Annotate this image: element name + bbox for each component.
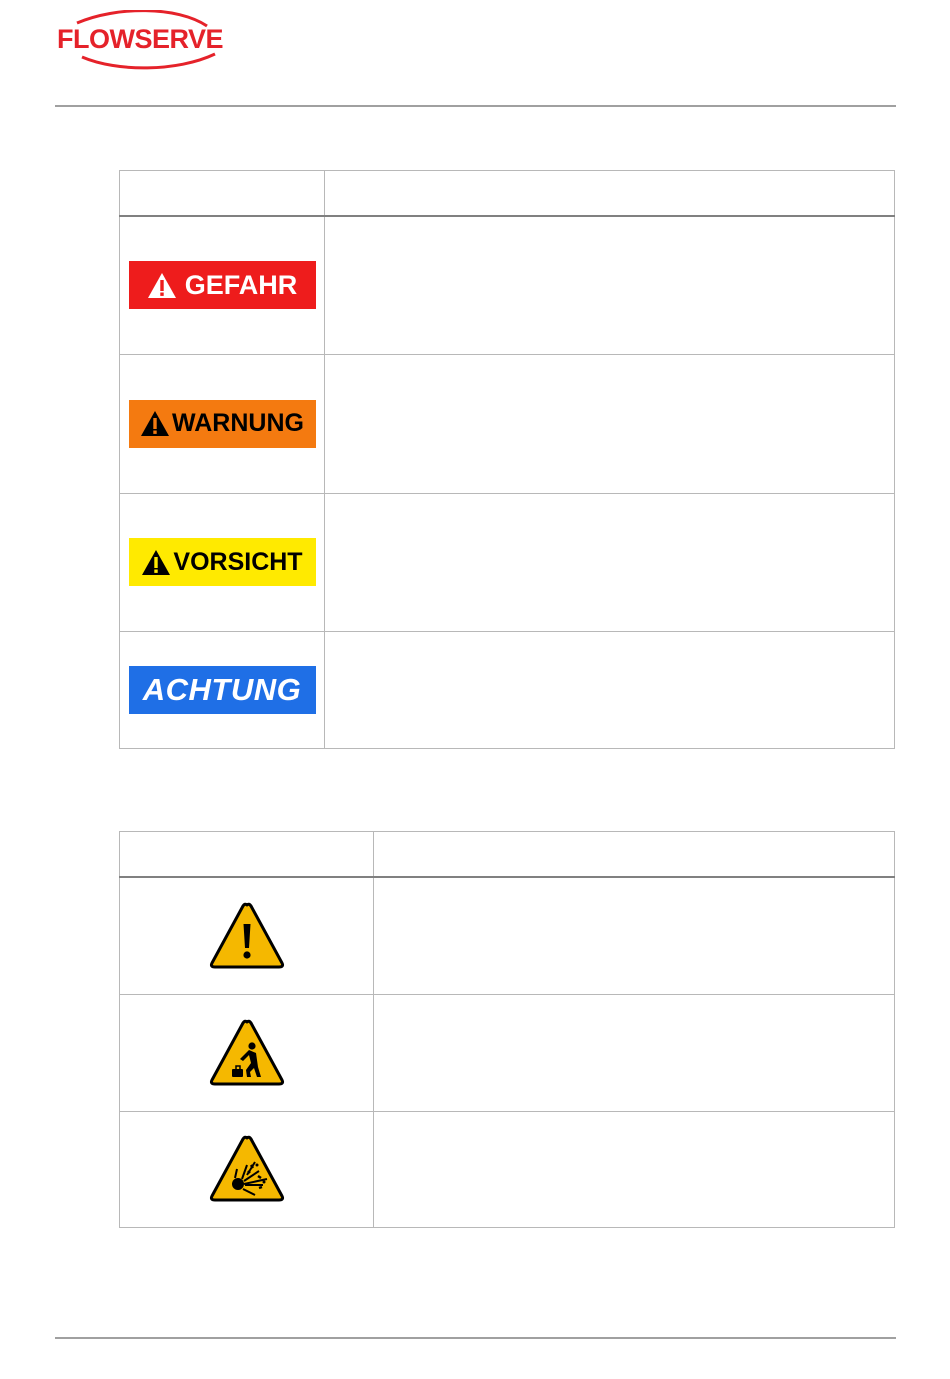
table-cell-description bbox=[374, 877, 895, 994]
caution-signal-label bbox=[129, 538, 316, 586]
warning-triangle-icon bbox=[147, 272, 177, 299]
table-header-cell bbox=[120, 832, 374, 878]
header-divider bbox=[55, 105, 896, 107]
table-cell-description bbox=[325, 354, 895, 493]
table-header-row bbox=[120, 832, 895, 878]
table-header-cell bbox=[120, 171, 325, 217]
warning-signal-text: WARNUNG bbox=[172, 409, 304, 437]
footer-divider bbox=[55, 1337, 896, 1339]
table-row bbox=[120, 877, 895, 994]
safety-symbol-table bbox=[119, 831, 895, 1228]
table-row bbox=[120, 354, 895, 493]
logo-text: FLOWSERVE bbox=[57, 24, 224, 54]
table-cell-description bbox=[325, 216, 895, 354]
table-row bbox=[120, 216, 895, 354]
table-row bbox=[120, 493, 895, 631]
flowserve-logo bbox=[57, 10, 227, 72]
table-row bbox=[120, 994, 895, 1111]
danger-signal-text: GEFAHR bbox=[184, 269, 298, 300]
table-row bbox=[120, 1111, 895, 1227]
warning-triangle-icon bbox=[140, 410, 170, 437]
table-header-cell bbox=[325, 171, 895, 217]
table-cell-description bbox=[325, 493, 895, 631]
notice-signal-text: ACHTUNG bbox=[142, 671, 302, 707]
table-header-cell bbox=[374, 832, 895, 878]
explosive-warning-icon bbox=[209, 1135, 285, 1203]
warning-signal-label bbox=[129, 400, 316, 448]
table-cell-description bbox=[374, 994, 895, 1111]
table-cell-description bbox=[325, 631, 895, 748]
caution-signal-text: VORSICHT bbox=[173, 547, 303, 576]
table-header-row bbox=[120, 171, 895, 217]
general-warning-icon bbox=[209, 902, 285, 970]
signal-word-table bbox=[119, 170, 895, 749]
notice-signal-label bbox=[129, 666, 316, 714]
heavy-lifting-warning-icon bbox=[209, 1019, 285, 1087]
table-row bbox=[120, 631, 895, 748]
warning-triangle-icon bbox=[141, 549, 171, 576]
danger-signal-label bbox=[129, 261, 316, 309]
table-cell-description bbox=[374, 1111, 895, 1227]
